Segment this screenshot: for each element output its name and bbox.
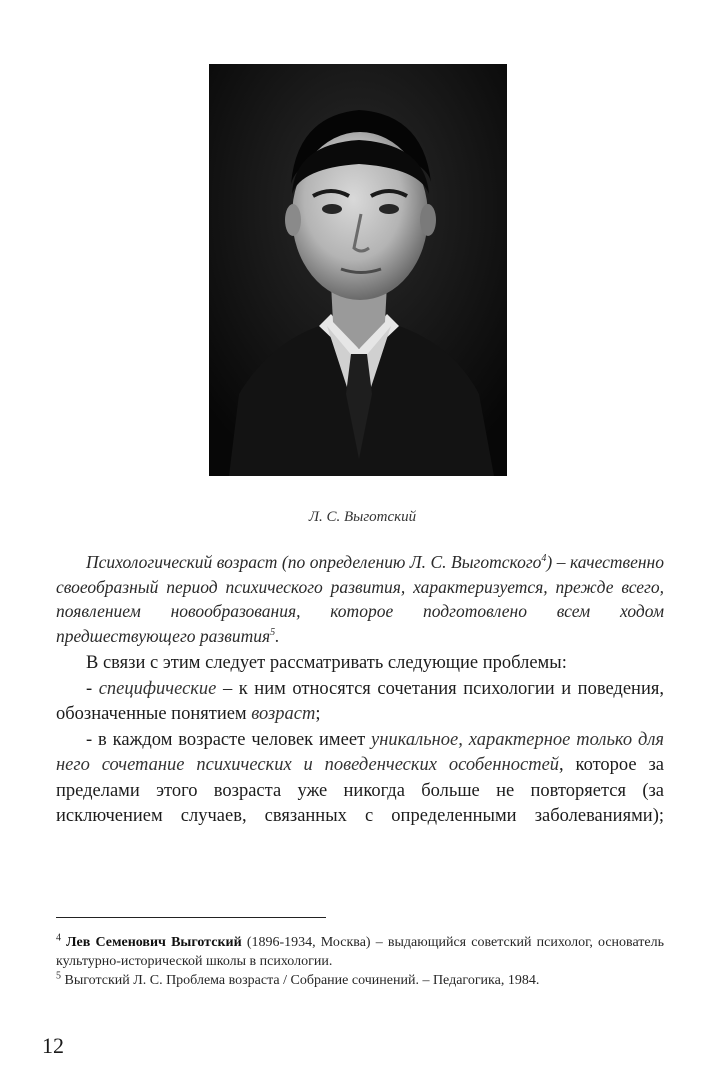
footnote-5 xyxy=(56,971,664,990)
footnote-4 xyxy=(56,933,664,971)
definition-text-a: Психологический возраст (по определению Л. С. Выготского xyxy=(86,552,542,572)
definition-text-b: ) – качественно своеобразный период психического развития, характеризуется, прежде всего, появлением новообразования, которое подготовлено всем ходом предшествующего развития xyxy=(56,552,664,646)
footnote-4-text: (1896-1934, Москва) – выдающийся советский психолог, основатель культурно-исторической школы в психологии. xyxy=(56,935,665,969)
footnote-4-name: Лев Семенович Выготский xyxy=(66,935,242,950)
photo-caption: Л. С. Выготский xyxy=(308,509,417,525)
term-specific: специфические xyxy=(98,678,217,699)
portrait-illustration xyxy=(209,64,507,476)
paragraph-problems-intro: В связи с этим следует рассматривать следующие проблемы: xyxy=(86,653,567,673)
footnote-ref-5[interactable]: 5 xyxy=(270,626,276,638)
unique-text-a: - в каждом возрасте человек имеет xyxy=(86,729,372,750)
footnote-ref-4[interactable]: 4 xyxy=(541,553,547,565)
paragraph-unique xyxy=(56,728,664,830)
footnote-divider xyxy=(56,917,326,918)
specific-end: ; xyxy=(315,704,321,724)
portrait-photo xyxy=(209,64,507,476)
page-number: 12 xyxy=(42,1033,64,1058)
term-age: возраст xyxy=(251,704,316,724)
footnotes xyxy=(56,933,664,990)
footnote-5-text: Выготский Л. С. Проблема возраста / Собрание сочинений. – Педагогика, 1984. xyxy=(61,973,540,988)
footnote-4-number: 4 xyxy=(56,932,61,944)
paragraph-definition xyxy=(56,550,664,648)
unique-text-b: , которое за пределами этого возраста уже никогда больше не повторяется (за исключением случаев, связанных с определенными заболеваниями); xyxy=(56,755,664,826)
specific-text: – к ним относятся сочетания психологии и поведения, обозначенные понятием xyxy=(56,678,664,724)
definition-text-end: . xyxy=(275,625,280,646)
footnote-5-number: 5 xyxy=(56,970,61,982)
term-unique: уникальное, характерное только для него сочетание психических и поведенческих особенностей xyxy=(56,729,665,775)
paragraph-specific xyxy=(56,677,664,728)
main-text xyxy=(56,550,664,830)
list-dash: - xyxy=(86,678,99,699)
